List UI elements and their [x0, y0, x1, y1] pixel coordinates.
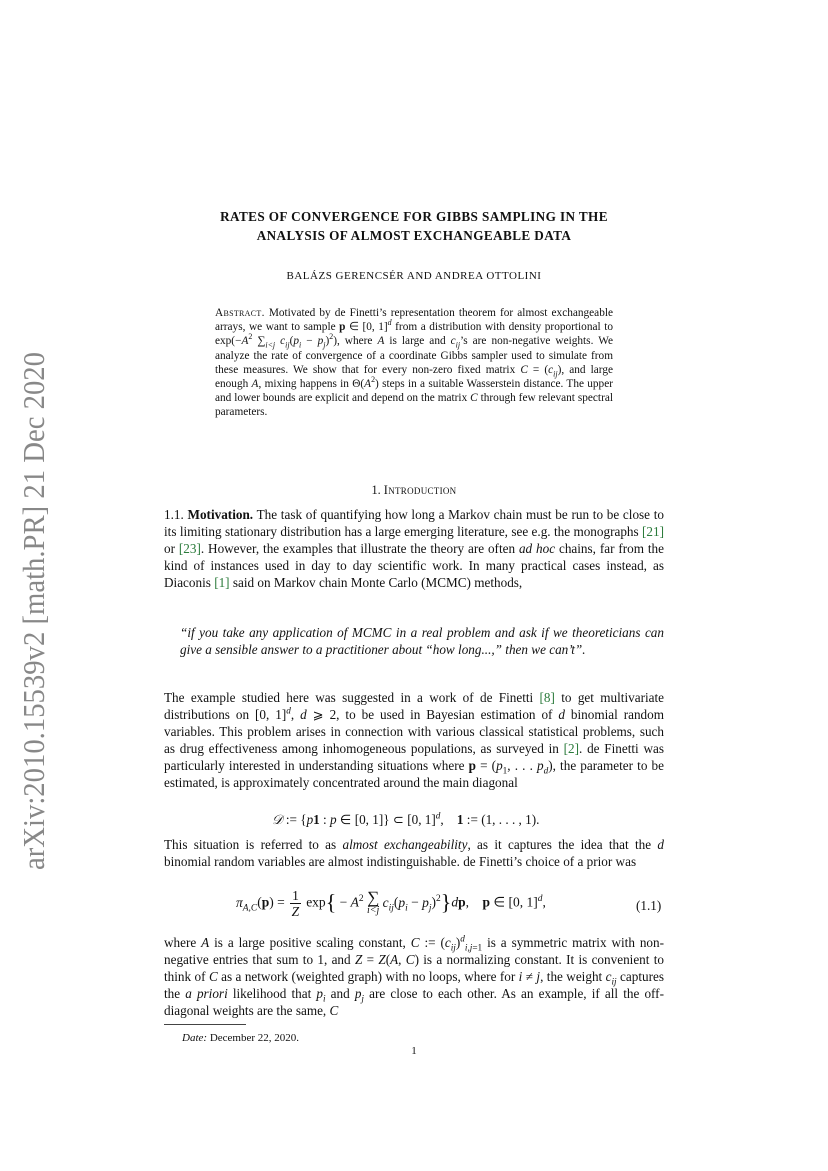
ref-2[interactable]: [2]: [563, 741, 580, 756]
section-heading: [150, 483, 678, 498]
ref-23[interactable]: [23]: [178, 541, 201, 556]
footnote-date: Date: December 22, 2020.: [182, 1032, 300, 1044]
equation-diagonal: 𝒟 := {p1 : p ∈ [0, 1]} ⊂ [0, 1]$^d$, 1 := (1, . . . , 1).: [272, 810, 540, 827]
page-number: 1: [411, 1045, 417, 1057]
authors: BALÁZS GERENCSÉR AND ANDREA OTTOLINI: [286, 270, 542, 282]
arxiv-stamp: [8, 345, 54, 875]
ref-1[interactable]: [1]: [214, 575, 230, 590]
ref-21[interactable]: [21]: [642, 524, 664, 539]
section-title: Introduction: [383, 483, 457, 497]
equation-number: (1.1): [636, 898, 662, 913]
abstract-label: Abstract.: [215, 307, 265, 319]
section-number: 1.: [371, 483, 381, 497]
paragraph-example: The example studied here was suggested in a work of de Finetti [8] to get multivariate distributions on [0, 1]$^d$, d ⩾ 2, to be used in Bayesian estimation of d binomial random variables. This problem arises in connection with various classical statistical problems, such as drug effectiveness among inhomogeneous populations, as surveyed in [2]. de Finetti was particularly interested in understanding situations where $p = (p_1$, . . . $p_d$), the parameter to be estimated, is approximately concentrated around the main diagonal: [164, 690, 665, 790]
paper-title: [150, 207, 678, 245]
footnote-rule: [164, 1024, 246, 1025]
subsection-title: Motivation.: [187, 507, 254, 522]
arxiv-stamp-text: arXiv:2010.15539v2 [math.PR] 21 Dec 2020: [17, 345, 51, 870]
paragraph-definitions: where A is a large positive scaling constant, C := $(c_{ij})^d_{i,j=1}$ is a symmetric matrix with non-negative entries that sum to 1, and Z = Z(A, C) is a normalizing constant. It is convenient to think of C as a network (weighted graph) with no loops, where for i ≠ j, the weight $c_{ij}$ captures the a priori likelihood that $p_i$ and $p_j$ are close to each other. As an example, if all the off-diagonal weights are the same, C: [164, 933, 665, 1018]
ref-8[interactable]: [8]: [539, 690, 555, 705]
footnote-value: December 22, 2020.: [209, 1032, 300, 1044]
footnote-label: Date: [182, 1032, 204, 1044]
title-line-1: RATES OF CONVERGENCE FOR GIBBS SAMPLING IN THE: [220, 209, 608, 224]
diaconis-quote: “if you take any application of MCMC in a real problem and ask if we theoreticians can give a sensible answer to a practitioner about “how long...,” then we can’t”.: [180, 625, 664, 657]
abstract: Abstract. Motivated by de Finetti’s representation theorem for almost exchangeable arrays, we want to sample p ∈ [0, 1]$^d$ from a distribution with density proportional to $\exp(-A^2$ $\sum_{i<j}$ $c_{ij}(p_i - p_j)^2$), where A is large and $c_{ij}’s$ are non-negative weights. We analyze the rate of convergence of a coordinate Gibbs sampler used to simulate from these measures. We show that for every non-zero fixed matrix $C = (c_{ij})$, and large enough A, mixing happens in $\Theta(A^2)$ steps in a suitable Wasserstein distance. The upper and lower bounds are explicit and depend on the matrix C through few relevant spectral parameters.: [215, 307, 614, 419]
subsection-number: 1.1.: [164, 507, 184, 522]
paragraph-motivation: 1.1. Motivation. The task of quantifying how long a Markov chain must be run to be close to its limiting stationary distribution has a large emerging literature, see e.g. the monographs [21] or [23]. However, the examples that illustrate the theory are often ad hoc chains, far from the kind of instances used in day to day scientific work. In many practical cases instead, as Diaconis [1] said on Markov chain Monte Carlo (MCMC) methods,: [164, 507, 665, 590]
title-line-2: ANALYSIS OF ALMOST EXCHANGEABLE DATA: [256, 228, 572, 243]
paragraph-exchangeability: This situation is referred to as almost exchangeability, as it captures the idea that the d binomial random variables are almost indistinguishable. de Finetti’s choice of a prior was: [164, 837, 664, 869]
equation-prior: $\pi_{A,C}(p)$ = $\frac{1}{Z}$ $\exp\{ - A^2$ ∑ i<j $c_{ij}(p_i - p_j)^2\}dp$, p ∈ [0, 1]$^d$,: [236, 887, 546, 919]
